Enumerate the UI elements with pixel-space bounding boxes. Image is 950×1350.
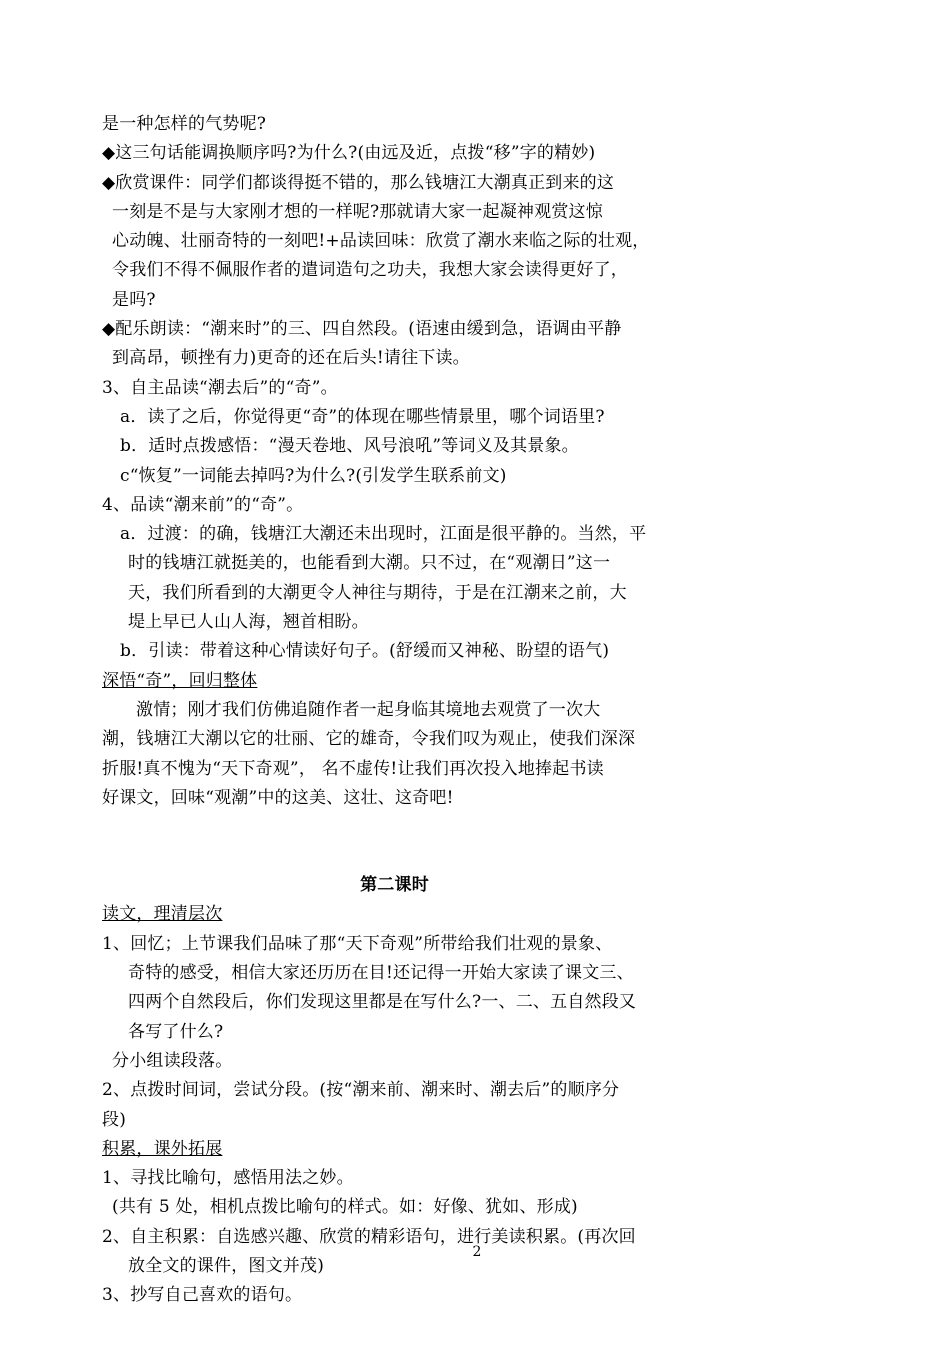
text-line: 折服!真不愧为“天下奇观”， 名不虚传!让我们再次投入地捧起书读: [102, 758, 604, 779]
text-line: 是一种怎样的气势呢?: [102, 114, 267, 134]
text-line: 潮，钱塘江大潮以它的壮丽、它的雄奇，令我们叹为观止，使我们深深: [102, 729, 636, 750]
sub-item: c“恢复”一词能去掉吗?为什么?(引发学生联系前文): [120, 465, 507, 486]
numbered-item: 4、品读“潮来前”的“奇”。: [102, 494, 304, 515]
section-heading: 深悟“奇”，回归整体: [102, 670, 258, 691]
text-line: 激情；刚才我们仿佛追随作者一起身临其境地去观赏了一次大: [136, 699, 601, 720]
text-line: 是吗?: [112, 289, 156, 310]
sub-item: a．读了之后，你觉得更“奇”的体现在哪些情景里，哪个词语里?: [120, 406, 605, 427]
bullet-line: ◆这三句话能调换顺序吗?为什么?(由远及近，点拨“移”字的精妙): [102, 143, 596, 164]
bullet-line: ◆配乐朗读：“潮来时”的三、四自然段。(语速由缓到急，语调由平静: [102, 319, 622, 340]
text-line: 一刻是不是与大家刚才想的一样呢?那就请大家一起凝神观赏这惊: [112, 201, 603, 222]
bullet-line: ◆欣赏课件：同学们都谈得挺不错的，那么钱塘江大潮真正到来的这: [102, 172, 615, 193]
text-line: 奇特的感受，相信大家还历历在目!还记得一开始大家读了课文三、: [128, 963, 634, 984]
text-line: 好课文，回味“观潮”中的这美、这壮、这奇吧!: [102, 787, 454, 808]
section-heading: 积累，课外拓展: [102, 1138, 223, 1159]
text-line: 到高昂，顿挫有力)更奇的还在后头!请往下读。: [112, 348, 470, 369]
numbered-item: 1、寻找比喻句，感悟用法之妙。: [102, 1168, 354, 1189]
text-line: 四两个自然段后，你们发现这里都是在写什么?一、二、五自然段又: [128, 992, 637, 1013]
text-line: (共有 5 处，相机点拨比喻句的样式。如：好像、犹如、形成): [112, 1197, 578, 1218]
spacer: [102, 813, 667, 871]
text-line: 堤上早已人山人海，翘首相盼。: [128, 612, 369, 633]
sub-item: a．过渡：的确，钱塘江大潮还未出现时，江面是很平静的。当然，平: [120, 524, 647, 545]
text-line: 各写了什么?: [128, 1021, 224, 1042]
section-heading: 读文，理清层次: [102, 904, 223, 925]
sub-item: b．适时点拨感悟：“漫天卷地、风号浪吼”等词义及其景象。: [120, 436, 579, 457]
lesson-title: 第二课时: [360, 875, 429, 896]
sub-item: b．引读：带着这种心情读好句子。(舒缓而又神秘、盼望的语气): [120, 641, 610, 662]
numbered-item: 1、回忆；上节课我们品味了那“天下奇观”所带给我们壮观的景象、: [102, 933, 613, 954]
numbered-item: 3、自主品读“潮去后”的“奇”。: [102, 377, 338, 398]
text-line: 天，我们所看到的大潮更令人神往与期待，于是在江潮来之前，大: [128, 582, 627, 603]
page-number: 2: [472, 1244, 482, 1260]
numbered-item: 2、自主积累：自选感兴趣、欣赏的精彩语句，进行美读积累。(再次回: [102, 1226, 636, 1247]
numbered-item: 3、抄写自己喜欢的语句。: [102, 1285, 303, 1306]
document-body: [102, 110, 667, 1311]
numbered-item: 2、点拨时间词，尝试分段。(按“潮来前、潮来时、潮去后”的顺序分: [102, 1080, 620, 1101]
text-line: 心动魄、壮丽奇特的一刻吧!+品读回味：欣赏了潮水来临之际的壮观，: [112, 231, 650, 252]
text-line: 令我们不得不佩服作者的遣词造句之功夫，我想大家会读得更好了，: [112, 260, 628, 281]
text-line: 时的钱塘江就挺美的，也能看到大潮。只不过，在“观潮日”这一: [128, 553, 611, 574]
text-line: 段): [102, 1109, 127, 1130]
text-line: 分小组读段落。: [112, 1050, 233, 1071]
text-line: 放全文的课件，图文并茂): [128, 1255, 325, 1276]
